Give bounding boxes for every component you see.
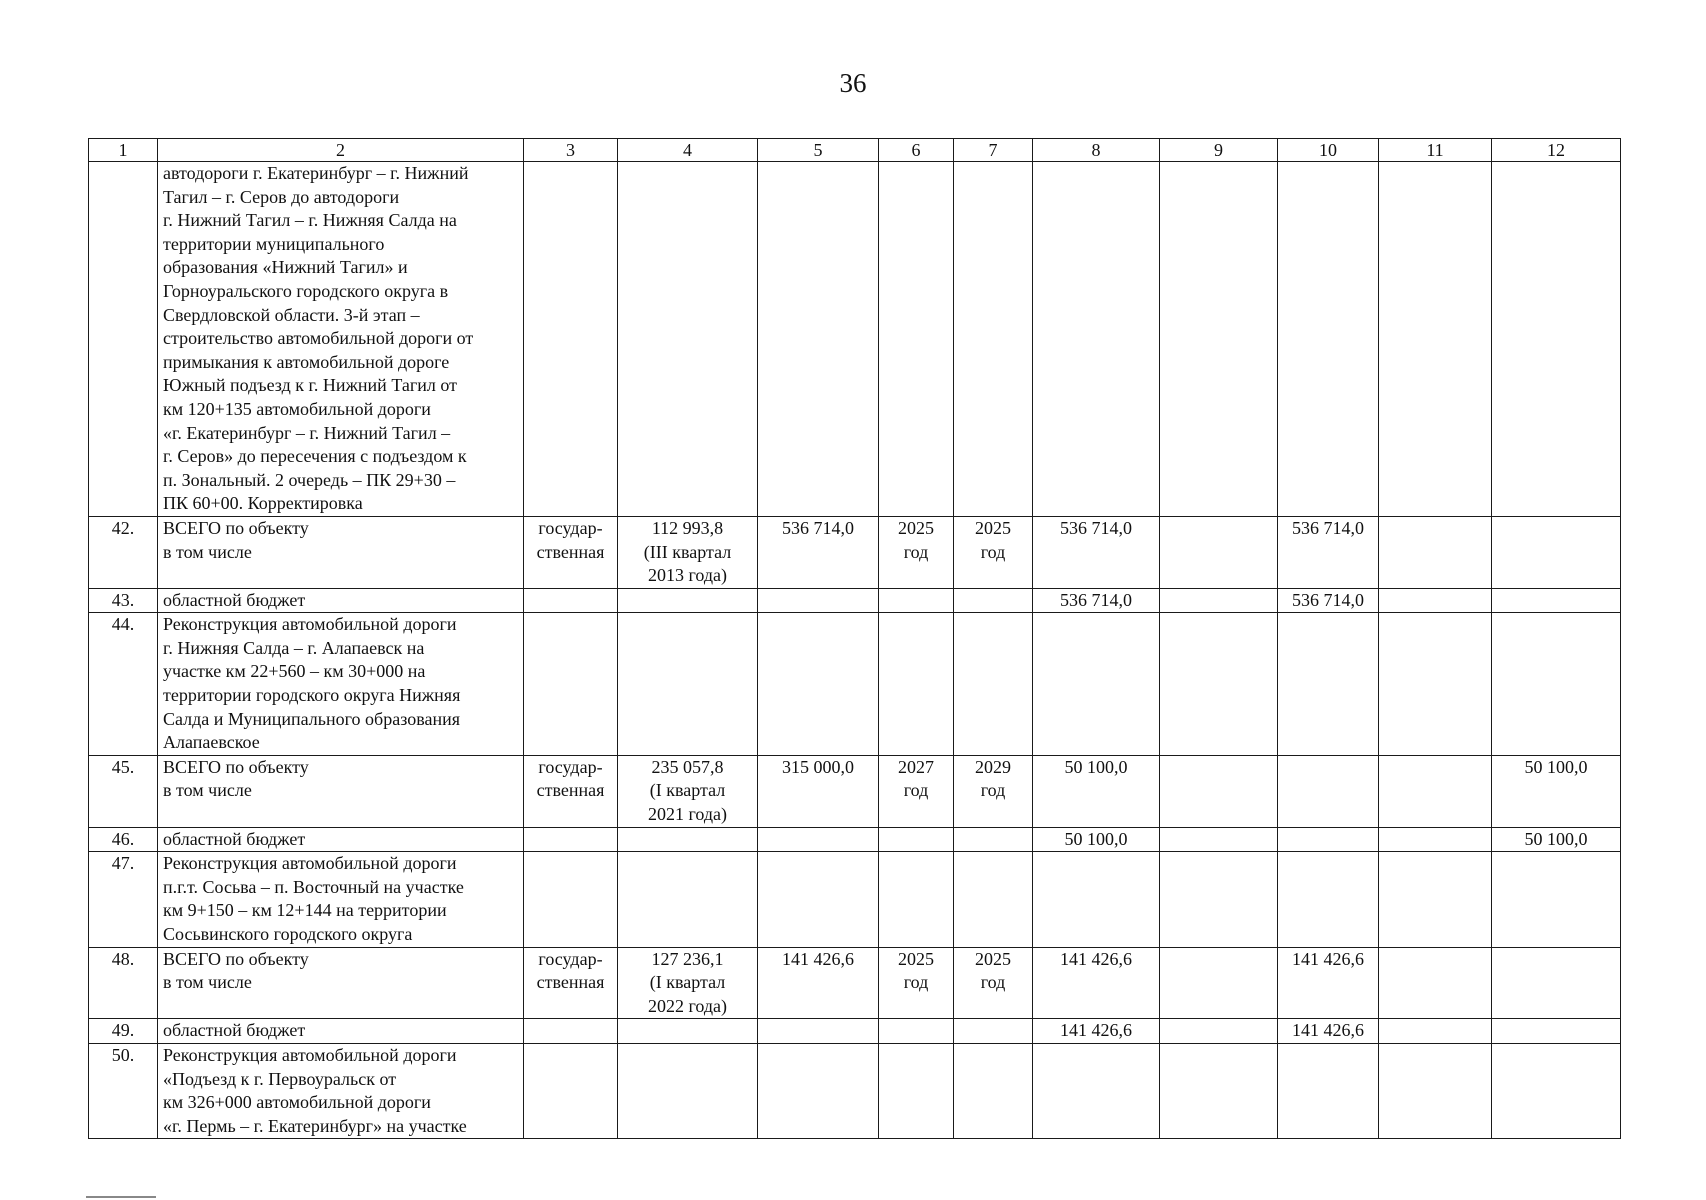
header-cell: 2 [158, 139, 524, 162]
empty-cell [618, 852, 758, 947]
empty-cell [524, 827, 618, 852]
row-name-line: Горноуральского городского округа в [163, 280, 449, 301]
amount-value: 50 100,0 [1064, 756, 1128, 777]
row-name-line: примыкания к автомобильной дороге [163, 351, 450, 372]
row-name-line: территории муниципального [163, 233, 385, 254]
empty-cell [954, 588, 1033, 613]
table-row-total [89, 947, 1621, 1019]
empty-cell [1160, 613, 1278, 756]
ownership-line: государ- [538, 756, 603, 777]
empty-cell [618, 1019, 758, 1044]
header-cell: 7 [954, 139, 1033, 162]
row-name-line: автодороги г. Екатеринбург – г. Нижний [163, 163, 469, 183]
row-name-line: в том числе [163, 780, 252, 801]
row-number-cell [89, 852, 158, 947]
table-row-budget [89, 827, 1621, 852]
end-year-line: год [980, 972, 1006, 993]
amount-value: 50 100,0 [1524, 756, 1588, 777]
row-number: 42. [111, 517, 135, 538]
header-cell: 10 [1278, 139, 1379, 162]
header-cell: 11 [1379, 139, 1492, 162]
row-name-line: Сосьвинского городского округа [163, 924, 413, 944]
amount-cell-c11 [1379, 755, 1492, 827]
page-number: 36 [839, 68, 867, 98]
amount-cell-c11 [1379, 947, 1492, 1019]
row-name-line: Алапаевское [163, 732, 260, 753]
amount-cell-c12 [1492, 588, 1621, 613]
row-name-cell [158, 852, 524, 947]
budget-table [88, 138, 1621, 1139]
empty-cell [524, 1019, 618, 1044]
empty-cell [1492, 852, 1621, 947]
empty-cell [618, 162, 758, 517]
amount-value: 536 714,0 [1292, 517, 1364, 538]
row-name-line: г. Нижняя Салда – г. Алапаевск на [163, 637, 425, 658]
row-number: 43. [111, 589, 135, 610]
total-cost-cell [758, 516, 879, 588]
empty-cell [879, 162, 954, 517]
row-name-line: км 120+135 автомобильной дороги [163, 398, 431, 419]
empty-cell [1033, 852, 1160, 947]
empty-cell [618, 588, 758, 613]
amount-cell-c9 [1160, 516, 1278, 588]
estimated-cost-line: (III квартал [643, 541, 732, 562]
row-name-line: образования «Нижний Тагил» и [163, 257, 408, 278]
row-name-line: Салда и Муниципального образования [163, 708, 460, 729]
row-name-cell [158, 1019, 524, 1044]
table-row-desc [89, 613, 1621, 756]
row-name-line: в том числе [163, 541, 252, 562]
row-name-line: «г. Пермь – г. Екатеринбург» на участке [163, 1115, 467, 1136]
empty-cell [879, 852, 954, 947]
estimated-cost-line: 2013 года) [647, 565, 728, 586]
row-name-line: областной бюджет [163, 1020, 306, 1041]
row-name-cell [158, 1043, 524, 1138]
empty-cell [954, 162, 1033, 517]
row-name-line: км 9+150 – км 12+144 на территории [163, 900, 447, 921]
amount-cell-c10 [1278, 516, 1379, 588]
amount-cell-c9 [1160, 588, 1278, 613]
empty-cell [1160, 852, 1278, 947]
row-name-line: Реконструкция автомобильной дороги [163, 614, 457, 635]
amount-value: 141 426,6 [1060, 1020, 1132, 1041]
ownership-cell [524, 947, 618, 1019]
row-name-line: км 326+000 автомобильной дороги [163, 1092, 431, 1113]
estimated-cost-cell [618, 947, 758, 1019]
empty-cell [524, 162, 618, 517]
amount-cell-c8 [1033, 1019, 1160, 1044]
total-cost-cell [758, 947, 879, 1019]
amount-cell-c8 [1033, 516, 1160, 588]
estimated-cost-cell [618, 755, 758, 827]
row-number-cell [89, 827, 158, 852]
amount-cell-c10 [1278, 827, 1379, 852]
row-number-cell [89, 755, 158, 827]
end-year-line: год [980, 780, 1006, 801]
empty-cell [524, 588, 618, 613]
header-cell: 9 [1160, 139, 1278, 162]
ownership-line: государ- [538, 517, 603, 538]
empty-cell [1160, 1043, 1278, 1138]
amount-cell-c11 [1379, 1019, 1492, 1044]
amount-value: 536 714,0 [1060, 517, 1132, 538]
empty-cell [1033, 162, 1160, 517]
end-year-cell [954, 516, 1033, 588]
amount-cell-c9 [1160, 1019, 1278, 1044]
empty-cell [1278, 1043, 1379, 1138]
estimated-cost-line: 2022 года) [647, 995, 728, 1016]
empty-cell [1379, 613, 1492, 756]
amount-cell-c10 [1278, 947, 1379, 1019]
end-year-cell [954, 755, 1033, 827]
table-row-desc [89, 852, 1621, 947]
amount-cell-c8 [1033, 947, 1160, 1019]
empty-cell [1278, 852, 1379, 947]
row-number-cell [89, 613, 158, 756]
estimated-cost-line: 112 993,8 [651, 517, 724, 538]
amount-cell-c12 [1492, 947, 1621, 1019]
row-name-line: «г. Екатеринбург – г. Нижний Тагил – [163, 422, 451, 443]
empty-cell [954, 852, 1033, 947]
ownership-cell [524, 516, 618, 588]
row-name-line: п. Зональный. 2 очередь – ПК 29+30 – [163, 469, 456, 490]
row-name-line: ВСЕГО по объекту [163, 948, 309, 969]
row-name-line: Тагил – г. Серов до автодороги [163, 186, 400, 207]
table-row-desc [89, 162, 1621, 517]
empty-cell [879, 827, 954, 852]
amount-cell-c10 [1278, 1019, 1379, 1044]
empty-cell [1033, 613, 1160, 756]
header-cell: 3 [524, 139, 618, 162]
row-name-line: областной бюджет [163, 589, 306, 610]
row-name-line: в том числе [163, 972, 252, 993]
empty-cell [879, 1043, 954, 1138]
amount-value: 536 714,0 [1060, 589, 1132, 610]
header-cell: 1 [89, 139, 158, 162]
empty-cell [1492, 613, 1621, 756]
ownership-line: государ- [538, 948, 603, 969]
estimated-cost-line: (I квартал [649, 780, 726, 801]
row-name-line: территории городского округа Нижняя [163, 685, 461, 706]
row-number: 46. [111, 828, 135, 849]
table-row-total [89, 516, 1621, 588]
estimated-cost-line: (I квартал [649, 972, 726, 993]
empty-cell [1160, 162, 1278, 517]
empty-cell [954, 613, 1033, 756]
empty-cell [524, 852, 618, 947]
amount-cell-c8 [1033, 588, 1160, 613]
total-cost-cell [758, 755, 879, 827]
row-name-line: областной бюджет [163, 828, 306, 849]
amount-value: 536 714,0 [1292, 589, 1364, 610]
header-cell: 6 [879, 139, 954, 162]
start-year-line: год [903, 972, 929, 993]
estimated-cost-line: 2021 года) [647, 804, 728, 825]
empty-cell [1379, 852, 1492, 947]
empty-cell [758, 588, 879, 613]
end-year-line: 2025 [975, 517, 1011, 538]
empty-cell [1492, 1043, 1621, 1138]
empty-cell [954, 1019, 1033, 1044]
row-name-line: п.г.т. Сосьва – п. Восточный на участке [163, 876, 464, 897]
estimated-cost-line: 235 057,8 [651, 756, 724, 777]
row-number: 48. [111, 948, 135, 969]
row-name-cell [158, 755, 524, 827]
amount-cell-c10 [1278, 588, 1379, 613]
estimated-cost-line: 127 236,1 [651, 948, 724, 969]
start-year-line: 2025 [898, 517, 934, 538]
row-name-cell [158, 827, 524, 852]
end-year-cell [954, 947, 1033, 1019]
empty-cell [758, 1019, 879, 1044]
empty-cell [758, 827, 879, 852]
start-year-cell [879, 947, 954, 1019]
empty-cell [1278, 162, 1379, 517]
amount-value: 141 426,6 [1292, 1020, 1364, 1041]
empty-cell [618, 1043, 758, 1138]
row-number-cell [89, 516, 158, 588]
ownership-line: ственная [536, 541, 605, 562]
end-year-line: 2025 [975, 948, 1011, 969]
footer-divider [86, 1196, 156, 1198]
row-number: 45. [111, 756, 135, 777]
row-name-line: г. Нижний Тагил – г. Нижняя Салда на [163, 210, 457, 231]
end-year-line: год [980, 541, 1006, 562]
amount-cell-c11 [1379, 516, 1492, 588]
end-year-line: 2029 [975, 756, 1011, 777]
row-number-cell [89, 588, 158, 613]
row-number-cell [89, 1019, 158, 1044]
amount-cell-c9 [1160, 827, 1278, 852]
start-year-line: 2027 [898, 756, 934, 777]
amount-cell-c9 [1160, 947, 1278, 1019]
empty-cell [1379, 1043, 1492, 1138]
row-name-cell [158, 613, 524, 756]
empty-cell [758, 162, 879, 517]
empty-cell [1278, 613, 1379, 756]
row-name-line: ПК 60+00. Корректировка [163, 493, 363, 514]
header-cell: 8 [1033, 139, 1160, 162]
amount-cell-c12 [1492, 516, 1621, 588]
empty-cell [758, 1043, 879, 1138]
amount-cell-c10 [1278, 755, 1379, 827]
amount-value: 141 426,6 [1060, 948, 1132, 969]
table-row-budget [89, 588, 1621, 613]
amount-value: 50 100,0 [1524, 828, 1588, 849]
empty-cell [524, 1043, 618, 1138]
table-row-desc [89, 1043, 1621, 1138]
ownership-line: ственная [536, 972, 605, 993]
row-number-cell [89, 1043, 158, 1138]
empty-cell [1033, 1043, 1160, 1138]
table-body [89, 139, 1621, 1139]
row-number-cell [89, 162, 158, 517]
amount-value: 141 426,6 [1292, 948, 1364, 969]
start-year-cell [879, 755, 954, 827]
row-name-cell [158, 516, 524, 588]
header-cell: 5 [758, 139, 879, 162]
total-cost-value: 536 714,0 [782, 517, 854, 538]
row-number: 49. [111, 1020, 135, 1041]
start-year-line: год [903, 541, 929, 562]
empty-cell [954, 827, 1033, 852]
empty-cell [879, 613, 954, 756]
table-row-total [89, 755, 1621, 827]
row-name-cell [158, 162, 524, 517]
empty-cell [879, 1019, 954, 1044]
start-year-line: год [903, 780, 929, 801]
row-name-cell [158, 947, 524, 1019]
empty-cell [1492, 162, 1621, 517]
row-name-line: ВСЕГО по объекту [163, 517, 309, 538]
empty-cell [954, 1043, 1033, 1138]
row-number: 47. [111, 853, 135, 874]
empty-cell [758, 613, 879, 756]
row-name-line: Южный подъезд к г. Нижний Тагил от [163, 375, 457, 396]
ownership-cell [524, 755, 618, 827]
row-name-line: «Подъезд к г. Первоуральск от [163, 1068, 397, 1089]
total-cost-value: 141 426,6 [782, 948, 854, 969]
amount-cell-c8 [1033, 755, 1160, 827]
header-cell: 4 [618, 139, 758, 162]
amount-cell-c11 [1379, 588, 1492, 613]
row-number: 44. [111, 614, 135, 635]
estimated-cost-cell [618, 516, 758, 588]
row-name-cell [158, 588, 524, 613]
header-row [89, 139, 1621, 162]
amount-cell-c12 [1492, 827, 1621, 852]
amount-cell-c8 [1033, 827, 1160, 852]
amount-value: 50 100,0 [1064, 828, 1128, 849]
total-cost-value: 315 000,0 [782, 756, 854, 777]
row-name-line: строительство автомобильной дороги от [163, 328, 474, 349]
empty-cell [618, 827, 758, 852]
empty-cell [1379, 162, 1492, 517]
header-cell: 12 [1492, 139, 1621, 162]
row-number-cell [89, 947, 158, 1019]
start-year-cell [879, 516, 954, 588]
row-name-line: ВСЕГО по объекту [163, 756, 309, 777]
row-name-line: участке км 22+560 – км 30+000 на [163, 661, 426, 682]
ownership-line: ственная [536, 780, 605, 801]
table-row-budget [89, 1019, 1621, 1044]
empty-cell [524, 613, 618, 756]
amount-cell-c9 [1160, 755, 1278, 827]
row-name-line: г. Серов» до пересечения с подъездом к [163, 446, 467, 467]
amount-cell-c11 [1379, 827, 1492, 852]
row-name-line: Свердловской области. 3-й этап – [163, 304, 420, 325]
row-name-line: Реконструкция автомобильной дороги [163, 853, 457, 874]
row-number: 50. [111, 1044, 135, 1065]
empty-cell [758, 852, 879, 947]
row-name-line: Реконструкция автомобильной дороги [163, 1044, 457, 1065]
amount-cell-c12 [1492, 755, 1621, 827]
empty-cell [879, 588, 954, 613]
amount-cell-c12 [1492, 1019, 1621, 1044]
start-year-line: 2025 [898, 948, 934, 969]
empty-cell [618, 613, 758, 756]
